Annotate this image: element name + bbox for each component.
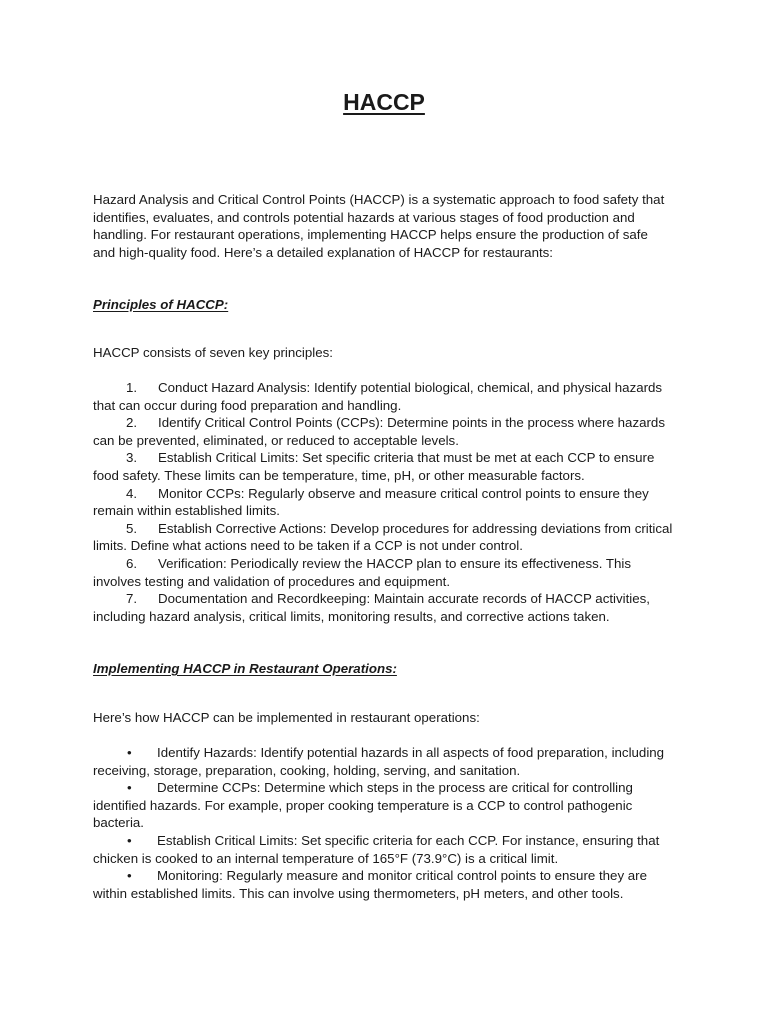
section-heading-principles: [93, 296, 673, 314]
list-item: [93, 520, 673, 555]
list-item-text: Conduct Hazard Analysis: Identify potential biological, chemical, and physical hazards that can occur during food preparation and handling.: [93, 380, 663, 413]
implementing-heading: Implementing HACCP in Restaurant Operations:: [93, 661, 397, 676]
list-item-text: Verification: Periodically review the HACCP plan to ensure its effectiveness. This involves testing and validation of procedures and equipment.: [93, 555, 632, 589]
list-item: [93, 867, 673, 902]
list-item-text: Establish Corrective Actions: Develop procedures for addressing deviations from critical limits. Define what actions need to be taken if a CCP is not under control.: [93, 520, 673, 554]
principles-lead: HACCP consists of seven key principles:: [93, 345, 333, 360]
implementing-lead: Here’s how HACCP can be implemented in restaurant operations:: [93, 710, 480, 725]
list-number: 2.: [126, 415, 138, 431]
list-item: [93, 744, 673, 779]
list-number: 3.: [126, 450, 138, 466]
list-number: 1.: [126, 380, 138, 395]
list-item-text: Establish Critical Limits: Set specific criteria for each CCP. For instance, ensuring that chicken is cooked to an internal temperature of 165°F (73.9°C) is a critical limit.: [93, 832, 660, 866]
intro-paragraph: [93, 191, 673, 261]
list-item-text: Monitor CCPs: Regularly observe and measure critical control points to ensure they remain within established limits.: [93, 485, 649, 519]
list-item-text: Documentation and Recordkeeping: Maintain accurate records of HACCP activities, including hazard analysis, critical limits, monitoring results, and corrective actions taken.: [93, 591, 650, 624]
intro-text: Hazard Analysis and Critical Control Points (HACCP) is a systematic approach to food safety that identifies, evaluates, and controls potential hazards at various stages of food production and handling. For restaurant operations, implementing HACCP helps ensure the production of safe and high-quality food. Here’s a detailed explanation of HACCP for restaurants:: [93, 192, 665, 260]
list-item-text: Establish Critical Limits: Set specific criteria that must be met at each CCP to ensure food safety. These limits can be temperature, time, pH, or other measurable factors.: [93, 450, 655, 483]
principles-lead-paragraph: [93, 344, 673, 362]
list-number: 6.: [126, 555, 138, 571]
list-item: [93, 379, 673, 414]
bullet-icon: •: [127, 745, 132, 760]
list-item: [93, 555, 673, 590]
list-item-text: Determine CCPs: Determine which steps in the process are critical for controlling identified hazards. For example, proper cooking temperature is a CCP to control pathogenic bacteria.: [93, 780, 633, 831]
list-item: [93, 414, 673, 449]
page-title: HACCP: [343, 89, 425, 115]
list-number: 5.: [126, 520, 138, 536]
bullet-icon: •: [127, 780, 132, 796]
list-item: [93, 485, 673, 520]
section-heading-implementing: [93, 660, 673, 678]
list-item-text: Identify Critical Control Points (CCPs): Determine points in the process where hazards can be prevented, eliminated, or reduced to acceptable levels.: [93, 415, 665, 448]
list-number: 7.: [126, 591, 138, 607]
list-item: [93, 590, 673, 625]
list-item: [93, 449, 673, 484]
implementing-list: [93, 744, 673, 902]
principles-heading: Principles of HACCP:: [93, 297, 229, 312]
list-item: [93, 832, 673, 867]
list-item: [93, 779, 673, 832]
principles-list: [93, 379, 673, 625]
list-item-text: Identify Hazards: Identify potential hazards in all aspects of food preparation, including receiving, storage, preparation, cooking, holding, serving, and sanitation.: [93, 745, 665, 778]
list-number: 4.: [126, 485, 138, 501]
list-item-text: Monitoring: Regularly measure and monitor critical control points to ensure they are within established limits. This can involve using thermometers, pH meters, and other tools.: [93, 868, 648, 901]
implementing-lead-paragraph: [93, 709, 673, 727]
bullet-icon: •: [127, 868, 132, 884]
bullet-icon: •: [127, 832, 132, 848]
